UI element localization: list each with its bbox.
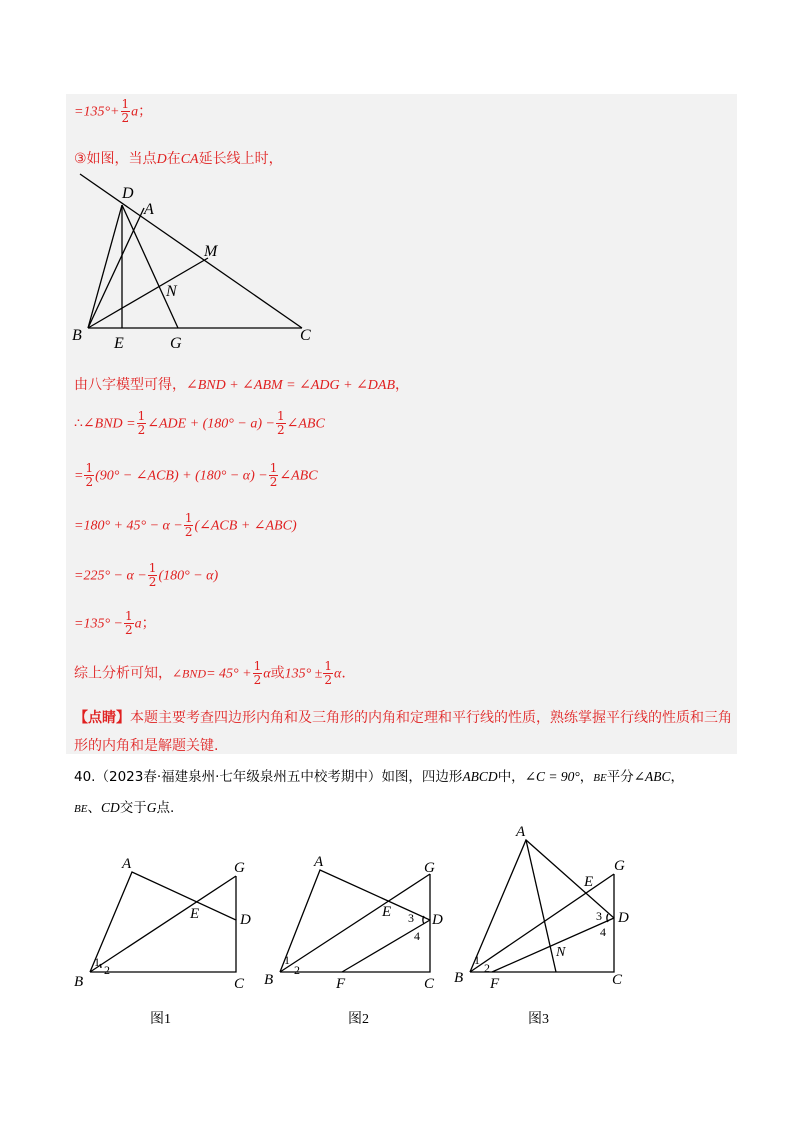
- svg-text:D: D: [432, 912, 443, 928]
- figure-2: [258, 850, 458, 995]
- svg-text:2: 2: [484, 961, 490, 975]
- svg-text:1: 1: [94, 955, 100, 969]
- step-1: 由八字模型可得，∠BND + ∠ABM = ∠ADG + ∠DAB，: [74, 377, 410, 393]
- step-6: =135° − $\frac{1}{2}$ a；: [74, 609, 156, 637]
- label-E: E: [114, 335, 124, 352]
- result-line-1: =135°+ $\frac{1}{2}$ a；: [74, 97, 153, 125]
- svg-text:B: B: [74, 974, 84, 990]
- svg-text:G: G: [234, 860, 245, 876]
- label-M: M: [204, 243, 218, 260]
- svg-text:N: N: [556, 945, 566, 960]
- svg-text:1: 1: [284, 953, 290, 967]
- svg-text:A: A: [516, 824, 526, 840]
- label-D: D: [122, 185, 134, 202]
- svg-text:4: 4: [414, 929, 420, 943]
- svg-text:G: G: [424, 860, 435, 876]
- case-3-figure: [66, 168, 336, 353]
- label-B: B: [72, 327, 82, 344]
- svg-text:1: 1: [474, 953, 480, 967]
- svg-text:B: B: [264, 972, 274, 988]
- svg-text:3: 3: [408, 911, 414, 925]
- svg-text:F: F: [336, 976, 346, 992]
- summary-line: 综上分析可知，∠BND= 45° + $\frac{1}{2}$ α或135° ± $\frac{1}{2}$ α.: [74, 659, 346, 687]
- step-2: ∴∠BND = $\frac{1}{2}$ ∠ADE + (180° − a) − $\frac{1}{2}$ ∠ABC: [74, 409, 325, 437]
- step-4: =180° + 45° − α − $\frac{1}{2}$ (∠ACB + ∠ABC): [74, 511, 297, 539]
- svg-text:F: F: [490, 976, 500, 992]
- svg-text:D: D: [240, 912, 251, 928]
- figure-1: [66, 850, 266, 995]
- svg-text:E: E: [382, 904, 392, 920]
- svg-text:E: E: [584, 874, 594, 890]
- label-G: G: [170, 335, 182, 352]
- label-N: N: [166, 283, 177, 300]
- step-3: = $\frac{1}{2}$ (90° − ∠ACB) + (180° − α) − $\frac{1}{2}$ ∠ABC: [74, 461, 318, 489]
- svg-text:A: A: [314, 854, 324, 870]
- comment-note: 【点睛】本题主要考查四边形内角和及三角形的内角和定理和平行线的性质，熟练掌握平行线的性质和三角形的内角和是解题关键.: [74, 710, 732, 754]
- svg-text:C: C: [234, 976, 245, 992]
- problem-40: 40.（2023春·福建泉州·七年级泉州五中校考期中）如图，四边形ABCD中，∠C = 90°，BE平分∠ABC， BE、CD交于G点.: [74, 769, 685, 816]
- svg-text:C: C: [612, 972, 623, 988]
- svg-text:2: 2: [294, 963, 300, 977]
- label-A: A: [144, 201, 154, 218]
- caption-figure-1: 图1: [150, 1012, 171, 1027]
- svg-text:3: 3: [596, 909, 602, 923]
- svg-text:4: 4: [600, 925, 606, 939]
- svg-text:G: G: [614, 858, 625, 874]
- svg-text:E: E: [190, 906, 200, 922]
- svg-text:C: C: [424, 976, 435, 992]
- svg-text:A: A: [122, 856, 132, 872]
- caption-figure-2: 图2: [348, 1012, 369, 1027]
- case-3-heading: ③如图，当点D在CA延长线上时，: [74, 151, 283, 167]
- caption-figure-3: 图3: [528, 1012, 549, 1027]
- svg-text:2: 2: [104, 963, 110, 977]
- svg-text:B: B: [454, 970, 464, 986]
- figure-3: [448, 820, 648, 995]
- svg-text:D: D: [618, 910, 629, 926]
- label-C: C: [300, 327, 311, 344]
- step-5: =225° − α − $\frac{1}{2}$ (180° − α): [74, 561, 219, 589]
